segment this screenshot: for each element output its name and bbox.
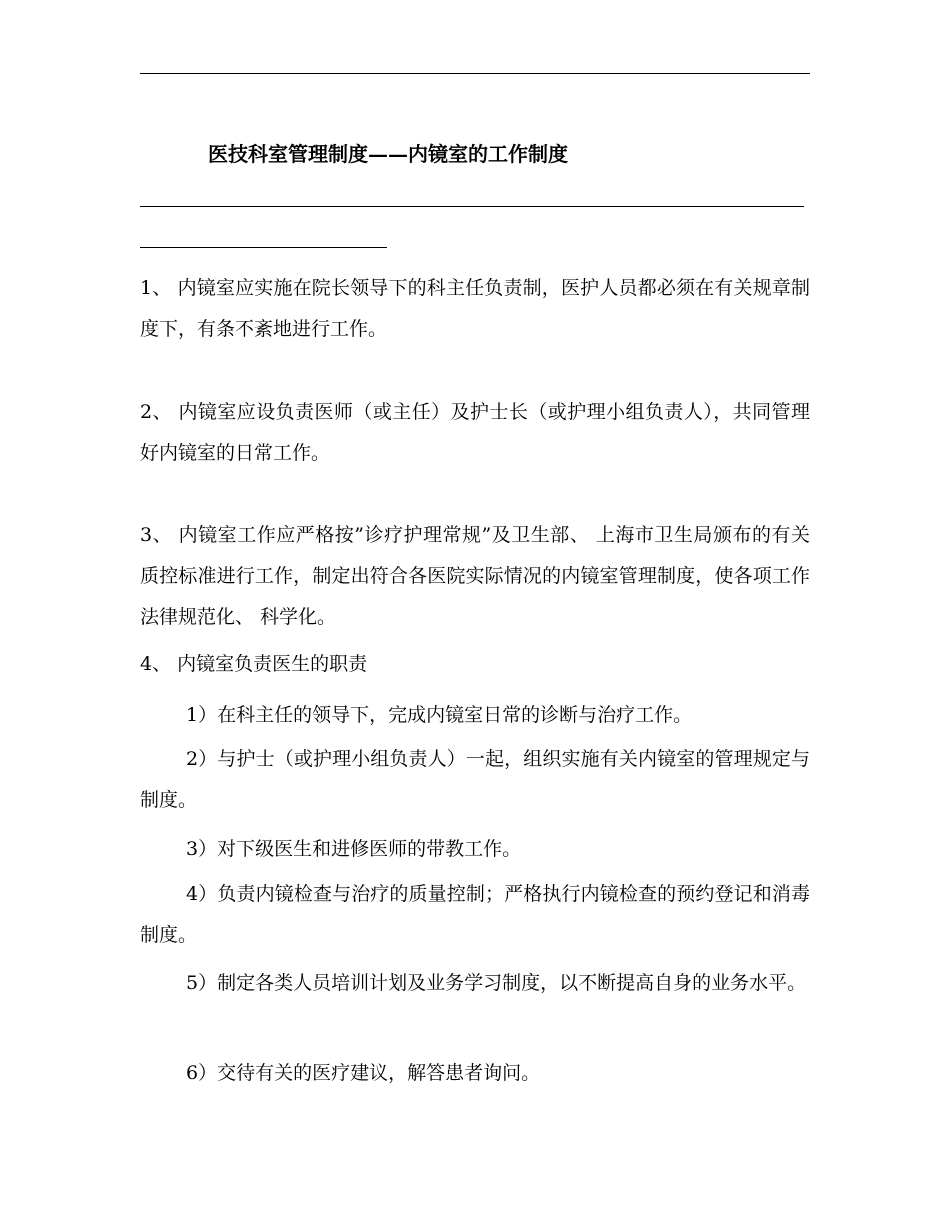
duty-item-6: 6）交待有关的医疗建议，解答患者询问。: [186, 1062, 541, 1084]
paragraph-1: 1、 内镜室应实施在院长领导下的科主任负责制，医护人员都必须在有关规章制度下，有条不紊地进行工作。: [140, 277, 810, 340]
title-underline-short: [140, 247, 387, 248]
document-title: 医技科室管理制度——内镜室的工作制度: [208, 142, 568, 166]
duty-item-3: 3）对下级医生和进修医师的带教工作。: [186, 838, 522, 860]
paragraph-3: 3、 内镜室工作应严格按”诊疗护理常规”及卫生部、 上海市卫生局颁布的有关质控标准进行工作，制定出符合各医院实际情况的内镜室管理制度，使各项工作法律规范化、 科学化。: [140, 524, 810, 628]
duty-item-5: 5）制定各类人员培训计划及业务学习制度，以不断提高自身的业务水平。: [186, 972, 807, 994]
duty-item-4: 4）负责内镜检查与治疗的质量控制；严格执行内镜检查的预约登记和消毒制度。: [140, 883, 810, 946]
title-underline: [140, 206, 804, 207]
header-rule: [140, 73, 810, 74]
paragraph-4: 4、 内镜室负责医生的职责: [140, 653, 368, 675]
paragraph-2: 2、 内镜室应设负责医师（或主任）及护士长（或护理小组负责人），共同管理好内镜室的日常工作。: [140, 401, 810, 464]
duty-item-2: 2）与护士（或护理小组负责人）一起，组织实施有关内镜室的管理规定与制度。: [140, 748, 810, 811]
duty-item-1: 1）在科主任的领导下，完成内镜室日常的诊断与治疗工作。: [186, 704, 693, 726]
